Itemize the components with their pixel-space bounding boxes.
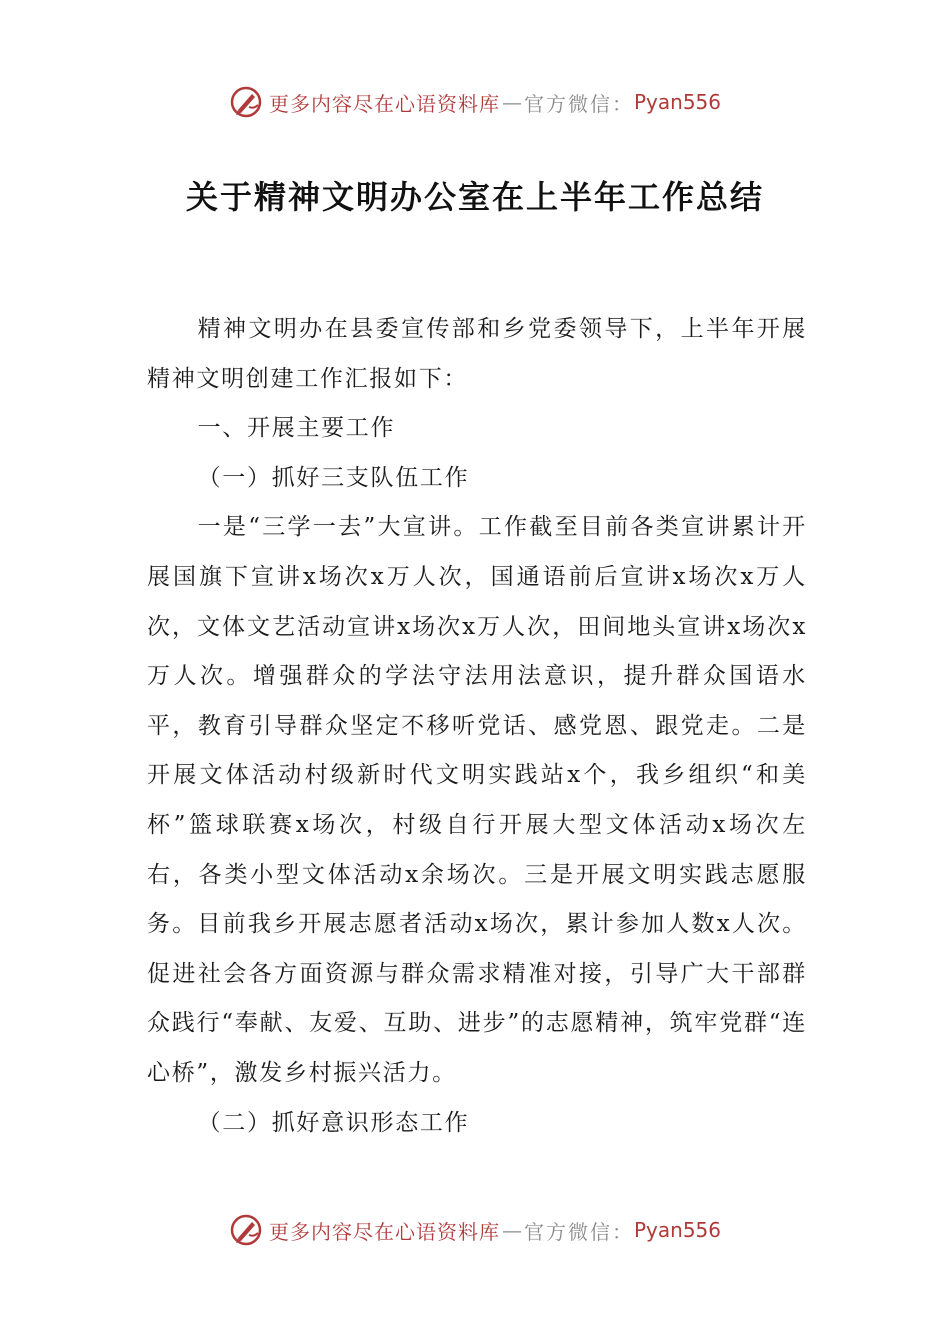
header-watermark-banner <box>0 82 950 122</box>
watermark-wechat-label: 官方微信： <box>523 91 634 116</box>
watermark-text: 更多内容尽在心语资料库 <box>268 91 500 116</box>
watermark-wechat-id: Pyan556 <box>633 90 721 114</box>
document-body <box>147 305 807 1148</box>
watermark-wechat-id: Pyan556 <box>633 1218 721 1242</box>
watermark-text: 更多内容尽在心语资料库 <box>268 1219 500 1244</box>
section-heading-main-work: 一、开展主要工作 <box>197 415 396 442</box>
pen-circle-logo-icon <box>229 1213 263 1247</box>
intro-paragraph: 精神文明办在县委宣传部和乡党委领导下，上半年开展精神文明创建工作汇报如下： <box>147 316 807 392</box>
watermark-separator: — <box>501 1218 522 1242</box>
subsection-heading-three-teams: （一）抓好三支队伍工作 <box>197 464 470 491</box>
body-paragraph: 一是“三学一去”大宣讲。工作截至目前各类宣讲累计开展国旗下宣讲x场次x万人次，国通语前后宣讲x场次x万人次，文体文艺活动宣讲x场次x万人次，田间地头宣讲x场次x万人次。增强群众的学法守法用法意识，提升群众国语水平，教育引导群众坚定不移听党话、感党恩、跟党走。二是开展文体活动村级新时代文明实践站x个，我乡组织“和美杯”篮球联赛x场次，村级自行开展大型文体活动x场次左右，各类小型文体活动x余场次。三是开展文明实践志愿服务。目前我乡开展志愿者活动x场次，累计参加人数x人次。促进社会各方面资源与群众需求精准对接，引导广大干部群众践行“奉献、友爱、互助、进步”的志愿精神，筑牢党群“连心桥”，激发乡村振兴活力。 <box>147 514 807 1086</box>
document-title: 关于精神文明办公室在上半年工作总结 <box>185 178 764 216</box>
subsection-heading-ideology: （二）抓好意识形态工作 <box>197 1109 470 1136</box>
footer-watermark-banner <box>0 1210 950 1250</box>
pen-circle-logo-icon <box>229 85 263 119</box>
watermark-wechat-label: 官方微信： <box>523 1219 634 1244</box>
watermark-separator: — <box>501 90 522 114</box>
